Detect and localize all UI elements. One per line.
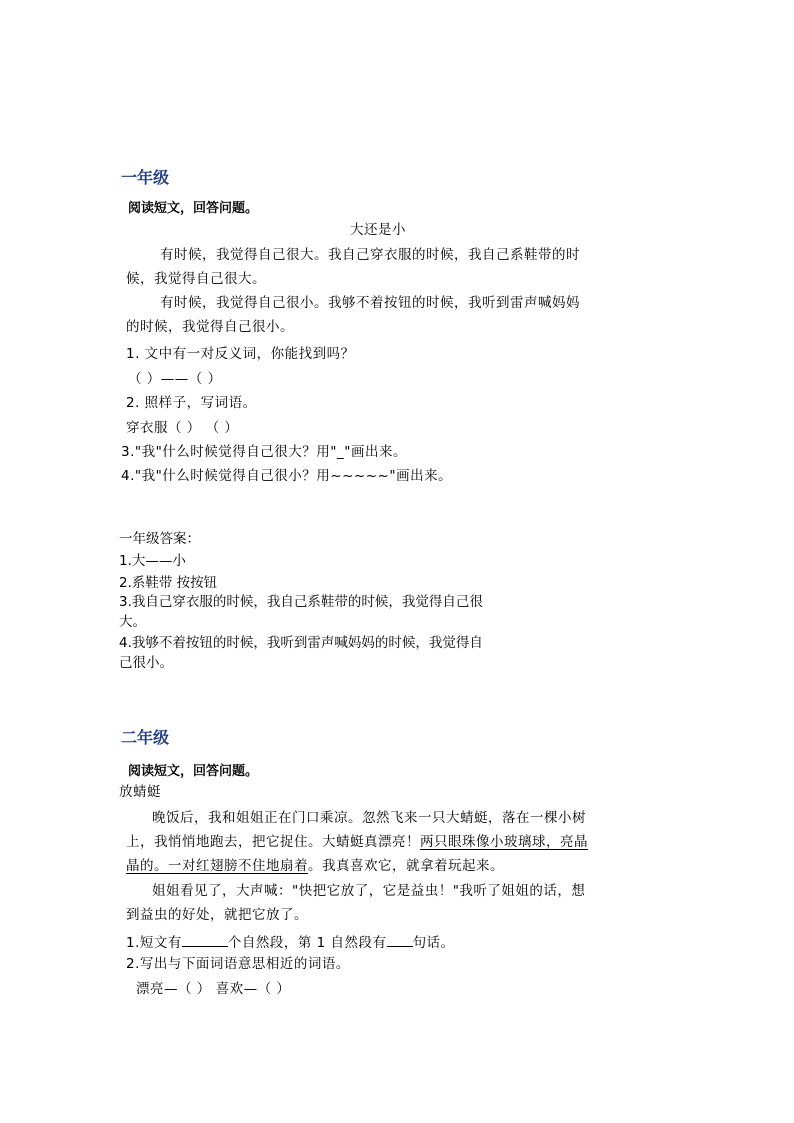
grade2-question-1	[126, 934, 455, 951]
grade2-paragraph-line: 晚饭后，我和姐姐正在门口乘凉。忽然飞来一只大蜻蜓，落在一棵小树	[152, 810, 586, 826]
paragraph-text: 。我真喜欢它，就拿着玩起来。	[308, 858, 504, 874]
grade1-question-3: 3."我"什么时候觉得自己很大？用"_"画出来。	[121, 444, 407, 460]
answer-4-line: 4.我够不着按钮的时候，我听到雷声喊妈妈的时候，我觉得自	[119, 635, 483, 651]
question-text: 句话。	[412, 935, 455, 951]
answer-3-line: 大。	[119, 614, 146, 630]
grade1-question-4: 4."我"什么时候觉得自己很小？用~~~~~"画出来。	[121, 468, 453, 484]
answer-blank	[182, 934, 228, 947]
grade1-instruction: 阅读短文，回答问题。	[128, 201, 259, 216]
grade1-paragraph-line: 有时候，我觉得自己很小。我够不着按钮的时候，我听到雷声喊妈妈	[160, 295, 580, 311]
grade1-question-2: 2. 照样子，写词语。	[126, 395, 257, 411]
paragraph-text: 上，我悄悄地跑去，把它捉住。大蜻蜓真漂亮！	[126, 834, 420, 850]
grade2-heading: 二年级	[121, 728, 170, 747]
grade1-paragraph-line: 有时候，我觉得自己很大。我自己穿衣服的时候，我自己系鞋带的时	[160, 247, 580, 263]
grade1-passage-title: 大还是小	[350, 222, 406, 238]
grade2-paragraph-line	[126, 836, 588, 850]
grade1-question-2-blank: 穿衣服（ ） （ ）	[126, 420, 239, 436]
grade1-question-1-blank: （ ）——（ ）	[128, 371, 222, 387]
underlined-text: 晶的。一对红翅膀不住地扇着	[126, 858, 308, 874]
grade1-paragraph-line: 的时候，我觉得自己很小。	[126, 319, 294, 335]
grade2-paragraph-line: 到益虫的好处，就把它放了。	[126, 907, 308, 923]
answers1-heading: 一年级答案：	[119, 531, 200, 547]
answer-1: 1.大——小	[119, 553, 186, 569]
grade1-heading: 一年级	[121, 168, 170, 187]
grade2-question-2-blank: 漂亮—（ ） 喜欢—（ ）	[136, 981, 291, 997]
grade2-question-2: 2.写出与下面词语意思相近的词语。	[126, 956, 350, 972]
answer-4-line: 己很小。	[119, 655, 173, 671]
grade2-paragraph-line: 姐姐看见了，大声喊："快把它放了，它是益虫！"我听了姐姐的话，想	[152, 883, 586, 899]
answer-blank	[387, 934, 413, 947]
grade1-question-1: 1. 文中有一对反义词，你能找到吗？	[126, 346, 355, 362]
answer-3-line: 3.我自己穿衣服的时候，我自己系鞋带的时候，我觉得自己很	[119, 594, 483, 610]
underlined-text: 两只眼珠像小玻璃球，亮晶	[420, 834, 588, 850]
question-text: 1.短文有	[126, 935, 182, 951]
grade2-paragraph-line	[126, 860, 504, 874]
answer-2: 2.系鞋带 按按钮	[119, 575, 218, 591]
question-text: 个自然段，第 1 自然段有	[227, 935, 387, 951]
grade1-paragraph-line: 候，我觉得自己很大。	[126, 271, 266, 287]
grade2-instruction: 阅读短文，回答问题。	[128, 764, 259, 779]
grade2-passage-title: 放蜻蜓	[119, 784, 161, 800]
